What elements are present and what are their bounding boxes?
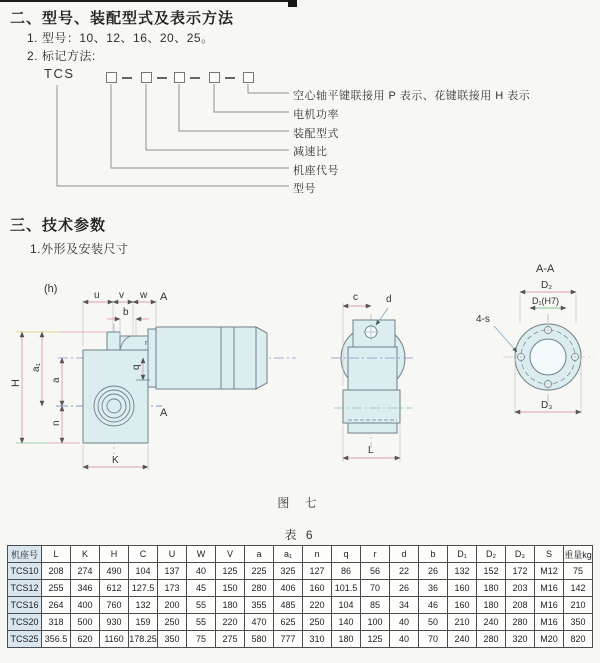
column-header: D₂ (477, 546, 506, 563)
cell: 580 (245, 631, 274, 648)
cell: 85 (361, 597, 390, 614)
cell: 152 (477, 563, 506, 580)
cell: 350 (564, 614, 593, 631)
designation-label-motor-power: 电机功率 (293, 109, 339, 121)
cell: 210 (564, 597, 593, 614)
column-header: H (100, 546, 129, 563)
cell: 1160 (100, 631, 129, 648)
figure-seven-drawing (0, 256, 600, 518)
section-aa-title: A-A (536, 263, 555, 275)
cell: 760 (100, 597, 129, 614)
dim-n-label: n (51, 420, 62, 426)
cell: M20 (535, 631, 564, 648)
cell: 225 (245, 563, 274, 580)
cell: 40 (187, 563, 216, 580)
cell: 40 (390, 614, 419, 631)
front-view (10, 283, 296, 470)
cell: 75 (187, 631, 216, 648)
cell: 264 (42, 597, 71, 614)
cell: 250 (303, 614, 332, 631)
cell: 132 (129, 597, 158, 614)
cell: M16 (535, 597, 564, 614)
cell: 127 (303, 563, 332, 580)
table-row (8, 563, 593, 580)
cell: 280 (245, 580, 274, 597)
cell: 210 (448, 614, 477, 631)
column-header: d (390, 546, 419, 563)
model-list-line: 1. 型号：10、12、16、20、25。 (27, 31, 214, 45)
cell: 36 (419, 580, 448, 597)
marking-method-line: 2. 标记方法: (27, 49, 96, 63)
input-block (107, 332, 120, 350)
cell: 200 (158, 597, 187, 614)
cell: 40 (390, 631, 419, 648)
cell: 55 (187, 597, 216, 614)
row-label: TCS12 (8, 580, 42, 597)
row-label: TCS16 (8, 597, 42, 614)
cell: 86 (332, 563, 361, 580)
cell: 180 (477, 580, 506, 597)
cell: 255 (42, 580, 71, 597)
motor-flange (148, 329, 156, 387)
cell: 180 (332, 631, 361, 648)
dim-u-label: u (94, 290, 100, 301)
dim-L-label: L (368, 445, 374, 456)
cell: 34 (390, 597, 419, 614)
column-header: q (332, 546, 361, 563)
table-row (8, 597, 593, 614)
dim-b-label: b (123, 307, 129, 318)
motor-end-cap (256, 327, 267, 389)
motor-body (156, 327, 256, 389)
dimensions-line: 1.外形及安装尺寸 (30, 242, 129, 256)
cell: 180 (477, 597, 506, 614)
cell: 490 (100, 563, 129, 580)
cell: 70 (419, 631, 448, 648)
column-header: a (245, 546, 274, 563)
spec-table (7, 545, 593, 648)
cell: 70 (361, 580, 390, 597)
front-view-variant-label: (h) (44, 283, 58, 295)
cell: 280 (506, 614, 535, 631)
section-params-heading: 三、技术参数 (10, 217, 107, 234)
cell: 620 (71, 631, 100, 648)
cell: 930 (100, 614, 129, 631)
dim-v-label: v (119, 290, 124, 301)
designation-prefix: TCS (44, 66, 75, 81)
column-header: 机座号 (8, 546, 42, 563)
section-mark-a-top: A (160, 291, 168, 303)
spec-table-head (8, 546, 593, 563)
dim-a-label: a (51, 377, 62, 383)
cell: 75 (564, 563, 593, 580)
dim-D1-label: D₁(H7) (532, 296, 560, 306)
cell: 355 (245, 597, 274, 614)
spec-table-body (8, 563, 593, 648)
cell: 132 (448, 563, 477, 580)
cell: 280 (477, 631, 506, 648)
table-row (8, 614, 593, 631)
section-model-heading: 二、型号、装配型式及表示方法 (10, 10, 235, 27)
cell: M16 (535, 614, 564, 631)
column-header: D₁ (448, 546, 477, 563)
column-header: r (361, 546, 390, 563)
cell: 104 (129, 563, 158, 580)
column-header: S (535, 546, 564, 563)
column-header: V (216, 546, 245, 563)
figure-caption: 图 七 (277, 496, 323, 510)
cell: M16 (535, 580, 564, 597)
section-aa-view (476, 263, 594, 414)
cell: 485 (274, 597, 303, 614)
dim-d-label: d (386, 294, 392, 305)
side-lower-block (343, 390, 400, 423)
column-header: n (303, 546, 332, 563)
cell: 160 (448, 597, 477, 614)
cell: 22 (390, 563, 419, 580)
cell: 56 (361, 563, 390, 580)
cell: 625 (274, 614, 303, 631)
cell: 274 (71, 563, 100, 580)
column-header: b (419, 546, 448, 563)
cell: 220 (216, 614, 245, 631)
cell: 318 (42, 614, 71, 631)
cell: 356.5 (42, 631, 71, 648)
designation-label-connection: 空心轴平键联接用 P 表示、花键联接用 H 表示 (293, 90, 531, 102)
column-header: K (71, 546, 100, 563)
cell: 160 (448, 580, 477, 597)
gear-housing (83, 350, 148, 443)
cell: M12 (535, 563, 564, 580)
cell: 127.5 (129, 580, 158, 597)
cell: 26 (419, 563, 448, 580)
cell: 220 (303, 597, 332, 614)
dim-K-label: K (112, 455, 119, 466)
dim-H-label: H (10, 379, 22, 387)
side-view (331, 292, 416, 462)
cell: 346 (71, 580, 100, 597)
dim-q-label: q (131, 364, 142, 370)
dim-a1-label: a₁ (31, 363, 42, 372)
cell: 400 (71, 597, 100, 614)
column-header: D₃ (506, 546, 535, 563)
dim-w-label: w (140, 290, 148, 301)
cell: 172 (506, 563, 535, 580)
cell: 240 (477, 614, 506, 631)
cell: 55 (187, 614, 216, 631)
table-row (8, 580, 593, 597)
cell: 208 (506, 597, 535, 614)
column-header: L (42, 546, 71, 563)
cell: 159 (129, 614, 158, 631)
designation-label-assembly-type: 装配型式 (293, 128, 339, 140)
cell: 26 (390, 580, 419, 597)
table-row (8, 631, 593, 648)
bore-circle (530, 339, 566, 375)
cell: 46 (419, 597, 448, 614)
cell: 250 (158, 614, 187, 631)
cell: 350 (158, 631, 187, 648)
cell: 777 (274, 631, 303, 648)
bolt-count-label: 4-s (476, 314, 490, 325)
cell: 320 (506, 631, 535, 648)
cell: 275 (216, 631, 245, 648)
cell: 45 (187, 580, 216, 597)
cell: 208 (42, 563, 71, 580)
cell: 178.25 (129, 631, 158, 648)
section-mark-a-side: A (160, 407, 168, 419)
row-label: TCS20 (8, 614, 42, 631)
cell: 150 (216, 580, 245, 597)
designation-label-model: 型号 (293, 183, 316, 195)
cell: 325 (274, 563, 303, 580)
cell: 50 (419, 614, 448, 631)
dim-D2-label: D₂ (541, 280, 553, 291)
cell: 820 (564, 631, 593, 648)
cell: 470 (245, 614, 274, 631)
scan-mark (288, 0, 297, 7)
cell: 125 (216, 563, 245, 580)
cell: 240 (448, 631, 477, 648)
cell: 140 (332, 614, 361, 631)
table-caption: 表 6 (284, 528, 316, 542)
dim-D3-label: D₃ (541, 400, 553, 411)
cell: 160 (303, 580, 332, 597)
cell: 100 (361, 614, 390, 631)
cell: 101.5 (332, 580, 361, 597)
designation-label-frame-code: 机座代号 (293, 165, 339, 177)
housing-neck (120, 336, 148, 350)
cell: 406 (274, 580, 303, 597)
page-top-rule (0, 0, 296, 2)
column-header: U (158, 546, 187, 563)
cell: 104 (332, 597, 361, 614)
cell: 500 (71, 614, 100, 631)
cell: 173 (158, 580, 187, 597)
cell: 137 (158, 563, 187, 580)
column-header: a₁ (274, 546, 303, 563)
row-label: TCS10 (8, 563, 42, 580)
cell: 125 (361, 631, 390, 648)
designation-label-ratio: 减速比 (293, 146, 328, 158)
dim-r-label: r (145, 340, 148, 347)
column-header: 重量kg (564, 546, 593, 563)
row-label: TCS25 (8, 631, 42, 648)
column-header: C (129, 546, 158, 563)
header-row (8, 546, 593, 563)
cell: 142 (564, 580, 593, 597)
cell: 612 (100, 580, 129, 597)
cell: 180 (216, 597, 245, 614)
cell: 310 (303, 631, 332, 648)
cell: 203 (506, 580, 535, 597)
dim-c-label: c (353, 292, 358, 303)
column-header: W (187, 546, 216, 563)
